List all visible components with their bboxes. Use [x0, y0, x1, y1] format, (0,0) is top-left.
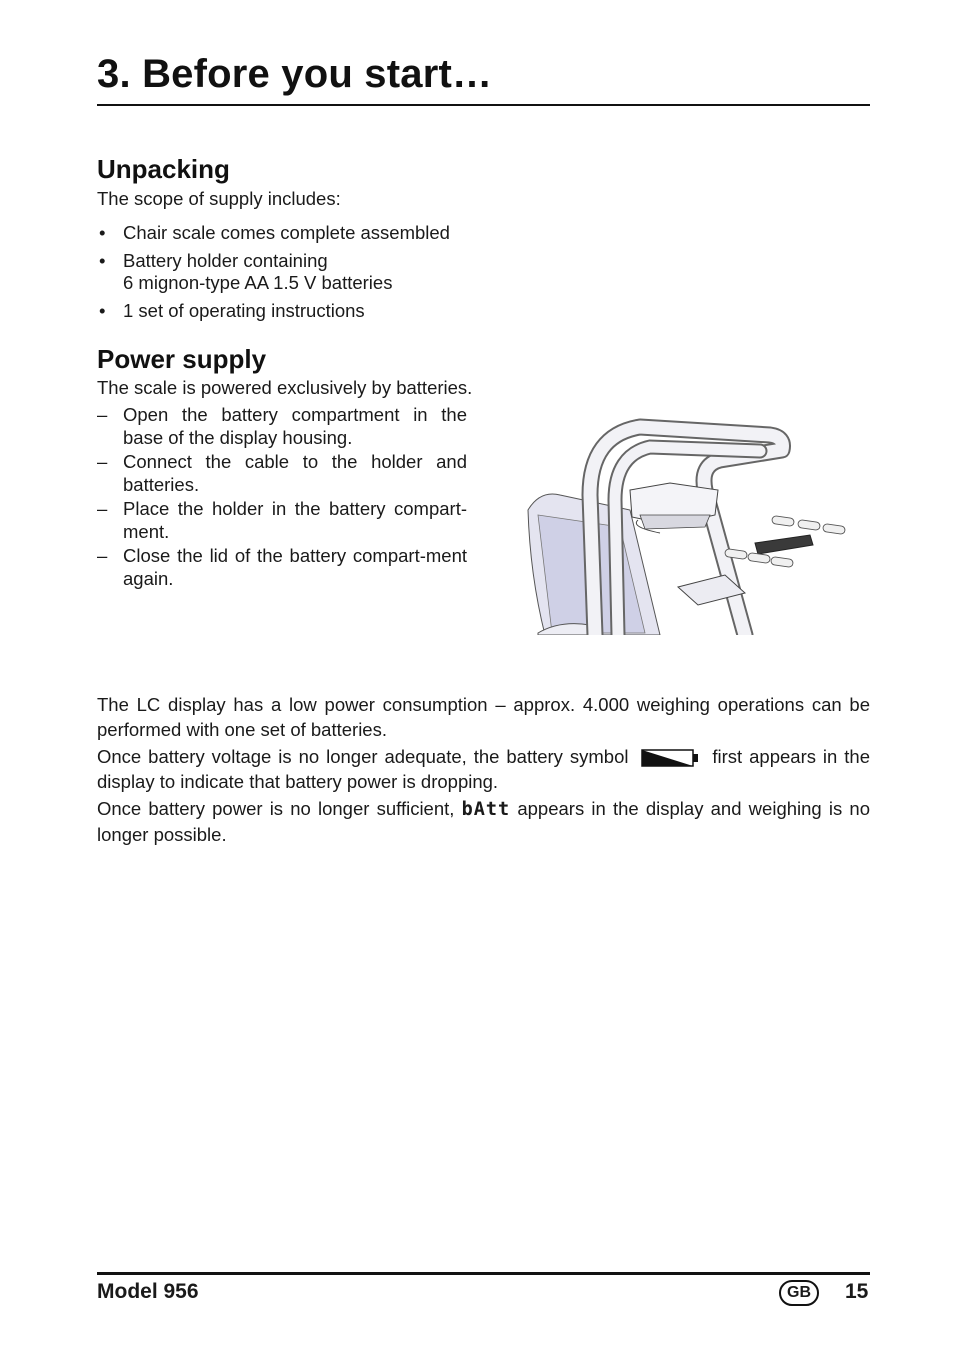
- list-item-text: • Chair scale comes complete assembled: [123, 222, 450, 243]
- language-badge: GB: [779, 1280, 819, 1306]
- list-item-text: • 1 set of operating instructions: [123, 300, 365, 321]
- battery-consumption-paragraph: The LC display has a low power consumption – approx. 4.000 weighing operations can be performed with one set of batteries.: [97, 694, 870, 740]
- list-item-text: • Battery holder containing: [123, 250, 328, 271]
- battery-low-icon: [641, 749, 699, 767]
- unpacking-intro: The scope of supply includes:: [97, 188, 341, 209]
- power-supply-steps: [97, 403, 467, 591]
- list-item: [97, 222, 450, 244]
- power-supply-heading: Power supply: [97, 344, 267, 374]
- paragraph-text: Once battery power is no longer sufficient,: [97, 798, 455, 819]
- footer-divider: [97, 1272, 870, 1275]
- unpacking-heading: Unpacking: [97, 154, 230, 184]
- list-item-text: 6 mignon-type AA 1.5 V batteries: [123, 272, 393, 293]
- chair-scale-battery-illustration: [520, 415, 850, 635]
- battery-info: [97, 692, 870, 849]
- step-item: – Place the holder in the battery compart-ment.: [97, 497, 467, 543]
- paragraph-text: first appears in the display to indicate that battery power is dropping.: [97, 746, 870, 792]
- battery-symbol-paragraph: [97, 744, 870, 794]
- title-divider: [97, 104, 870, 106]
- page-number: 15: [845, 1280, 869, 1303]
- paragraph-text: Once battery voltage is no longer adequate, the battery symbol: [97, 746, 629, 767]
- list-item: [97, 250, 450, 294]
- paragraph-text: appears in the display and weighing is no longer possible.: [97, 798, 871, 845]
- batt-lcd-text: bAtt: [461, 799, 511, 820]
- page-title: 3. Before you start…: [97, 52, 493, 96]
- batt-display-paragraph: [97, 796, 870, 847]
- step-item: – Close the lid of the battery compart-ment again.: [97, 544, 467, 590]
- footer-model: Model 956: [97, 1280, 199, 1303]
- power-supply-intro: The scale is powered exclusively by batteries.: [97, 377, 473, 398]
- step-item: – Open the battery compartment in the base of the display housing.: [97, 403, 467, 449]
- step-item: – Connect the cable to the holder and batteries.: [97, 450, 467, 496]
- list-item: [97, 300, 450, 322]
- unpacking-list: [97, 222, 450, 328]
